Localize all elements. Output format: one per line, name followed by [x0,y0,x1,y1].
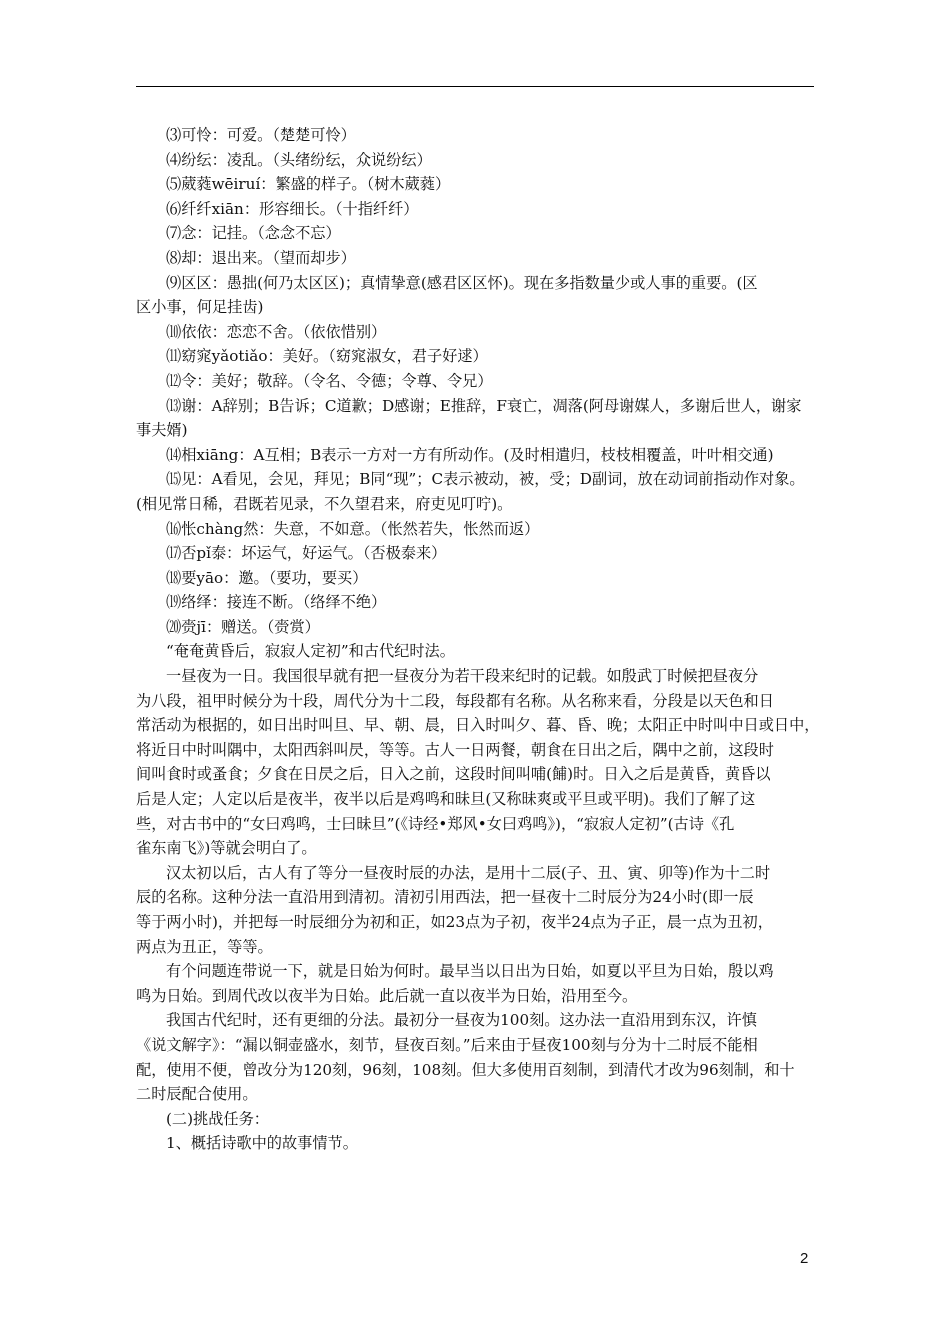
text-line: 间叫食时或蚤食；夕食在日昃之后，日入之前，这段时间叫哺(餔)时。日入之后是黄昏，黄昏以 [136,765,771,784]
text-line: 1、概括诗歌中的故事情节。 [166,1134,358,1153]
text-line: ⑶可怜：可爱。（楚楚可怜） [166,126,356,144]
text-line: 事夫婿) [136,421,188,440]
text-line: ⑸葳蕤wēiruí：繁盛的样子。（树木葳蕤） [166,175,451,194]
text-line: ⑻却：退出来。（望而却步） [166,248,356,267]
page-number: 2 [800,1250,809,1267]
text-line: ⑽依依：恋恋不舍。（依依惜别） [166,322,387,341]
text-line: ⒅要yāo：邀。（要功，要买） [166,568,368,587]
text-line: (二)挑战任务： [166,1109,269,1128]
text-line: 鸣为日始。到周代改以夜半为日始。此后就一直以夜半为日始，沿用至今。 [136,986,638,1005]
text-line: 汉太初以后，古人有了等分一昼夜时辰的办法，是用十二辰(子、丑、寅、卯等)作为十二时 [166,863,771,882]
text-line: ⒇赍jī：赠送。（赍赏） [166,617,320,636]
text-line: 区小事，何足挂齿) [136,298,264,317]
text-line: ⒀谢：A辞别；B告诉；C道歉；D感谢；E推辞，F衰亡，凋落(阿母谢媒人，多谢后世人，谢家 [166,396,802,415]
header-rule [136,86,814,87]
text-line: 等于两小时)，并把每一时辰细分为初和正，如23点为子初，夜半24点为子正，晨一点为丑初， [136,913,773,931]
text-line: 配，使用不便，曾改分为120刻，96刻，108刻。但大多使用百刻制，到清代才改为96刻制，和十 [136,1060,795,1079]
text-line: ⒄否pǐ泰：坏运气，好运气。（否极泰来） [166,544,447,563]
document-body [136,123,820,1156]
text-line: ⒆络绎：接连不断。（络绎不绝） [166,593,387,612]
text-line: ⑺念：记挂。（念念不忘） [166,224,341,243]
text-line: 两点为丑正，等等。 [136,937,273,956]
text-line: 辰的名称。这种分法一直沿用到清初。清初引用西法，把一昼夜十二时辰分为24小时(即一辰 [136,888,754,907]
text-line: ⑷纷纭：凌乱。（头绪纷纭，众说纷纭） [166,150,432,169]
text-line: ⑾窈窕yǎotiǎo：美好。（窈窕淑女，君子好逑） [166,347,488,366]
text-line: “奄奄黄昏后，寂寂人定初”和古代纪时法。 [166,642,455,661]
text-line: ⒁相xiāng：A互相；B表示一方对一方有所动作。(及时相遣归，枝枝相覆盖，叶叶相交通) [166,445,774,464]
text-line: 二时辰配合使用。 [136,1085,258,1104]
text-line: 我国古代纪时，还有更细的分法。最初分一昼夜为100刻。这办法一直沿用到东汉，许慎 [166,1011,757,1030]
text-line: 将近日中时叫隅中，太阳西斜叫昃，等等。古人一日两餐，朝食在日出之后，隅中之前，这段时 [136,740,774,759]
text-line: 常活动为根据的，如日出时叫旦、早、朝、晨，日入时叫夕、暮、昏、晚；太阳正中时叫中日或日中， [136,716,820,735]
text-line: 雀东南飞》)等就会明白了。 [136,839,317,858]
text-line: 《说文解字》：“漏以铜壶盛水，刻节，昼夜百刻。”后来由于昼夜100刻与分为十二时辰不能相 [136,1035,758,1054]
text-line: ⒂见：A看见，会见，拜见；B同“现”；C表示被动，被，受；D副词，放在动词前指动作对象。 [166,470,805,489]
text-line: 有个问题连带说一下，就是日始为何时。最早当以日出为日始，如夏以平旦为日始，殷以鸡 [166,962,774,981]
text-line: ⑹纤纤xiān：形容细长。（十指纤纤） [166,199,419,218]
text-line: 为八段，祖甲时候分为十段，周代分为十二段，每段都有名称。从名称来看，分段是以天色和日 [136,691,774,710]
text-line: (相见常日稀，君既若见录，不久望君来，府吏见叮咛)。 [136,494,513,513]
text-line: ⒃怅chàng然：失意，不如意。（怅然若失，怅然而返） [166,519,540,538]
text-line: 些，对古书中的“女曰鸡鸣，士曰昧旦”(《诗经•郑风•女曰鸡鸣》)，“寂寂人定初”(古诗《孔 [136,814,735,833]
text-line: ⑼区区：愚拙(何乃太区区)；真情挚意(感君区区怀)。现在多指数量少或人事的重要。(区 [166,273,758,292]
text-line: 后是人定；人定以后是夜半，夜半以后是鸡鸣和昧旦(又称昧爽或平旦或平明)。我们了解了这 [136,790,756,809]
text-line: ⑿令：美好；敬辞。（令名、令德；令尊、令兄） [166,371,493,390]
text-line: 一昼夜为一日。我国很早就有把一昼夜分为若干段来纪时的记载。如殷武丁时候把昼夜分 [166,667,759,686]
